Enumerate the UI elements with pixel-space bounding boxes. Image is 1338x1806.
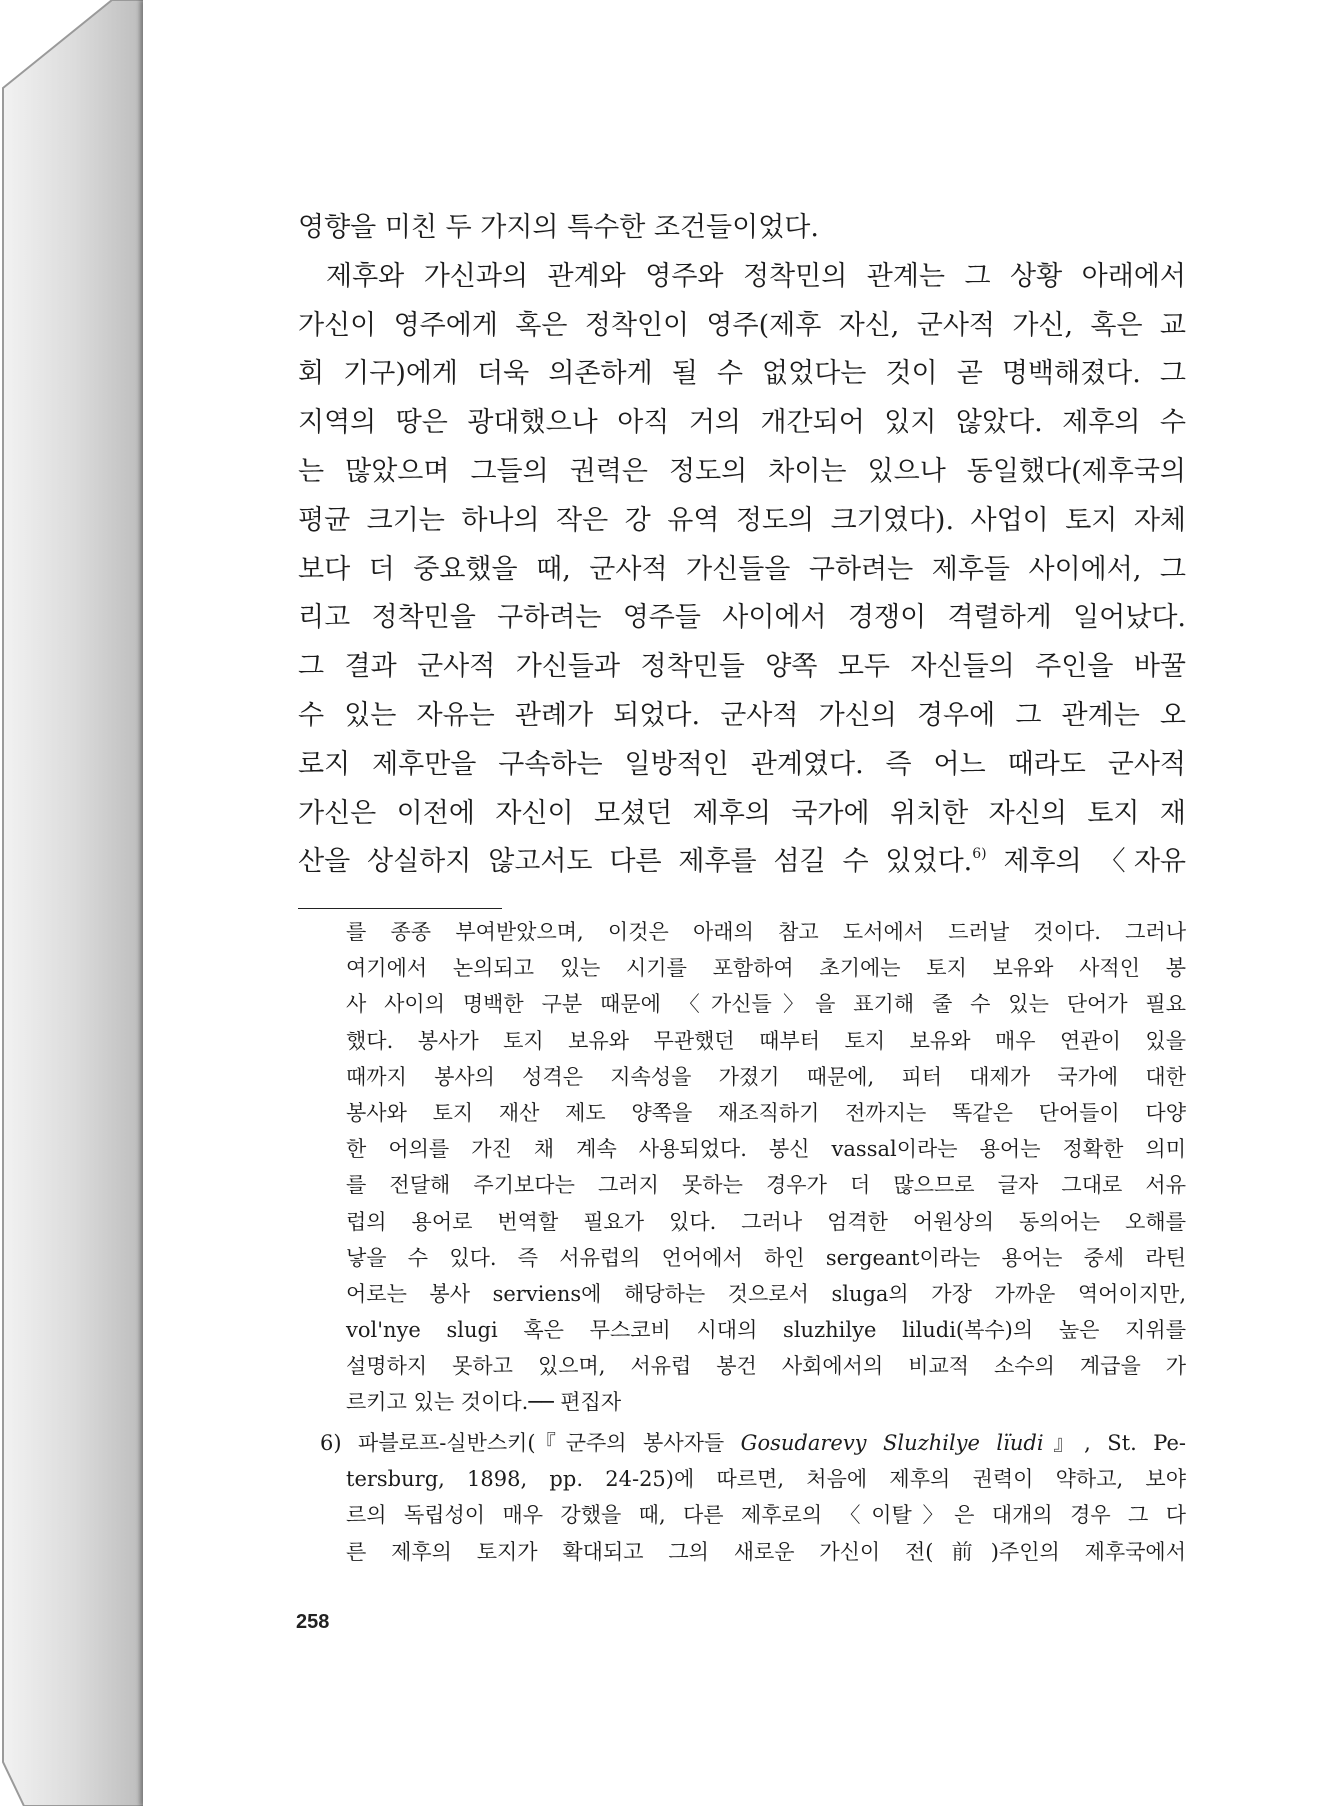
- footnote-line: vol'nye slugi 혹은 무스코비 시대의 sluzhilye liludi(복수)의 높은 지위를: [346, 1318, 1186, 1343]
- footnote-line: 른 제후의 토지가 확대되고 그의 새로운 가신이 전(前)주인의 제후국에서: [346, 1539, 1186, 1564]
- footnote-reference[interactable]: 6): [972, 846, 987, 863]
- body-line: 지역의 땅은 광대했으나 아직 거의 개간되어 있지 않았다. 제후의 수: [298, 407, 1186, 439]
- footnote-line: 어로는 봉사 serviens에 해당하는 것으로서 sluga의 가장 가까운 역어이지만,: [346, 1281, 1186, 1306]
- body-line-last: [298, 838, 1186, 887]
- body-line: 보다 더 중요했을 때, 군사적 가신들을 구하려는 제후들 사이에서, 그: [298, 553, 1186, 585]
- footnote-line: 르키고 있는 것이다.── 편집자: [346, 1390, 622, 1415]
- body-line: 수 있는 자유는 관례가 되었다. 군사적 가신의 경우에 그 관계는 오: [298, 699, 1186, 731]
- footnote-divider: [298, 908, 502, 909]
- footnote-line: 낳을 수 있다. 즉 서유럽의 언어에서 하인 sergeant이라는 용어는 중세 라틴: [346, 1245, 1186, 1270]
- footnote-line: 르의 독립성이 매우 강했을 때, 다른 제후로의 〈이탈〉은 대개의 경우 그 다: [346, 1503, 1186, 1528]
- body-line-text: 산을 상실하지 않고서도 다른 제후를 섬길 수 있었다.: [298, 846, 973, 878]
- footnote-line: 럽의 용어로 번역할 필요가 있다. 그러나 엄격한 어원상의 동의어는 오해를: [346, 1209, 1186, 1234]
- footnote-line: tersburg, 1898, pp. 24-25)에 따르면, 처음에 제후의 권력이 약하고, 보야: [346, 1467, 1186, 1492]
- body-line: 평균 크기는 하나의 작은 강 유역 정도의 크기였다). 사업이 토지 자체: [298, 504, 1186, 536]
- page-number: 258: [296, 1611, 330, 1633]
- footnote-continued: [346, 914, 1186, 1421]
- footnote-citation-author: 파블로프-실반스키(『군주의 봉사자들: [358, 1431, 741, 1455]
- body-line: 리고 정착민을 구하려는 영주들 사이에서 경쟁이 격렬하게 일어났다.: [298, 602, 1186, 634]
- body-line-tail: 제후의 〈자유: [986, 846, 1186, 878]
- footnote-6: [320, 1425, 1186, 1570]
- body-line: 회 기구)에게 더욱 의존하게 될 수 없었다는 것이 곧 명백해졌다. 그: [298, 358, 1186, 390]
- footnote-line: 를 종종 부여받았으며, 이것은 아래의 참고 도서에서 드러날 것이다. 그러나: [346, 920, 1186, 944]
- body-line: 는 많았으며 그들의 권력은 정도의 차이는 있으나 동일했다(제후국의: [298, 455, 1186, 487]
- footnote-number: 6): [320, 1431, 342, 1455]
- footnote-6-first-line: [320, 1425, 1186, 1461]
- footnote-line: 봉사와 토지 재산 제도 양쪽을 재조직하기 전까지는 똑같은 단어들이 다양: [346, 1100, 1186, 1125]
- body-line: 로지 제후만을 구속하는 일방적인 관계였다. 즉 어느 때라도 군사적: [298, 748, 1186, 780]
- footnote-line: 한 어의를 가진 채 계속 사용되었다. 봉신 vassal이라는 용어는 정확한 의미: [346, 1137, 1186, 1162]
- footnote-line: 설명하지 못하고 있으며, 서유럽 봉건 사회에서의 비교적 소수의 계급을 가: [346, 1354, 1186, 1379]
- body-line: 영향을 미친 두 가지의 특수한 조건들이었다.: [298, 212, 819, 243]
- footnote-line: 했다. 봉사가 토지 보유와 무관했던 때부터 토지 보유와 매우 연관이 있을: [346, 1028, 1186, 1053]
- footnote-line: 를 전달해 주기보다는 그러지 못하는 경우가 더 많으므로 글자 그대로 서유: [346, 1173, 1186, 1198]
- footnote-line: 때까지 봉사의 성격은 지속성을 가졌기 때문에, 피터 대제가 국가에 대한: [346, 1064, 1186, 1089]
- body-line: 그 결과 군사적 가신들과 정착민들 양쪽 모두 자신들의 주인을 바꿀: [298, 651, 1186, 683]
- footnote-citation-title: Gosudarevy Sluzhilye lïudi: [740, 1431, 1044, 1455]
- body-line: 제후와 가신과의 관계와 영주와 정착민의 관계는 그 상황 아래에서: [326, 260, 1186, 292]
- footnote-line: 여기에서 논의되고 있는 시기를 포함하여 초기에는 토지 보유와 사적인 봉: [346, 956, 1186, 981]
- footnote-line: 사 사이의 명백한 구분 때문에 〈가신들〉을 표기해 줄 수 있는 단어가 필요: [346, 992, 1186, 1017]
- body-line: 가신은 이전에 자신이 모셨던 제후의 국가에 위치한 자신의 토지 재: [298, 797, 1186, 829]
- main-body-text: [298, 204, 1186, 887]
- body-line: 가신이 영주에게 혹은 정착인이 영주(제후 자신, 군사적 가신, 혹은 교: [298, 309, 1186, 341]
- footnote-citation-place: 』, St. Pe-: [1043, 1431, 1186, 1455]
